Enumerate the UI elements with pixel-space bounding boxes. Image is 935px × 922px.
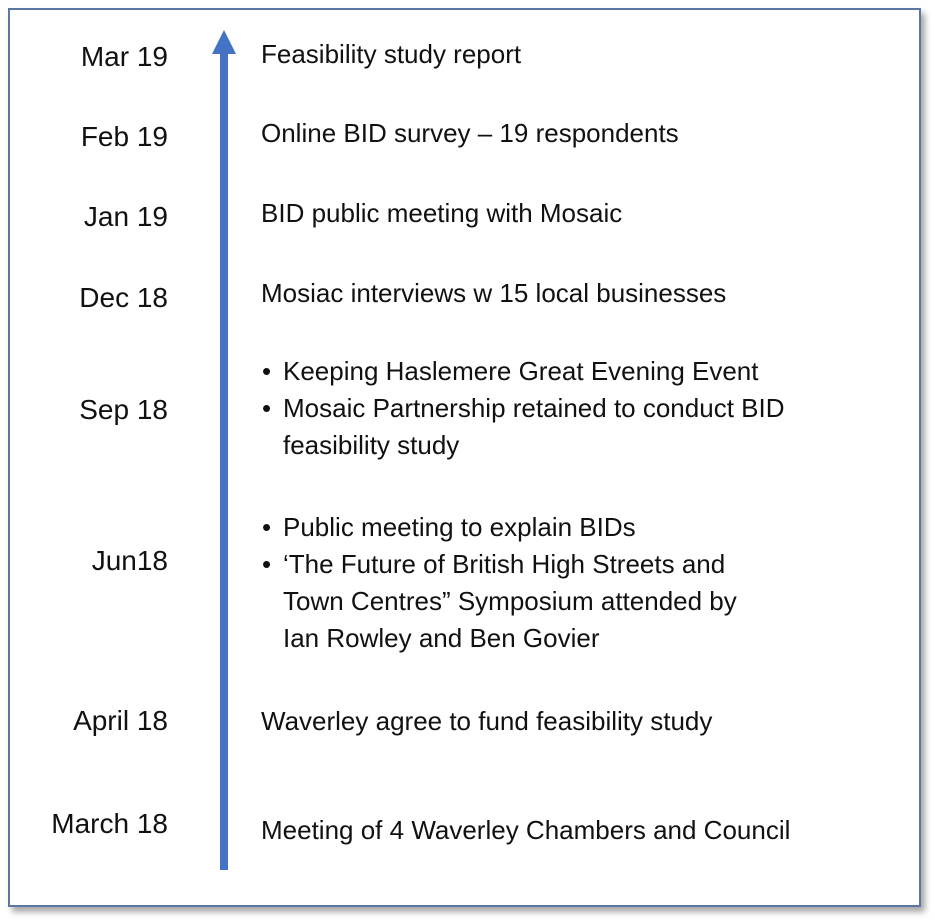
bullet-line: Mosaic Partnership retained to conduct BID: [283, 393, 785, 423]
event-text: BID public meeting with Mosaic: [261, 198, 623, 228]
date-label: Sep 18: [79, 394, 168, 425]
bullet-line: Ian Rowley and Ben Govier: [283, 623, 600, 653]
event-text: Waverley agree to fund feasibility study: [261, 706, 713, 736]
date-label: Dec 18: [79, 282, 168, 313]
event-bullet: [261, 353, 784, 390]
timeline-arrow: [212, 30, 236, 870]
event-bullet: [261, 546, 737, 657]
bullet-dot: •: [262, 356, 272, 386]
date-label: Feb 19: [80, 121, 168, 152]
event-bullet-list: [261, 509, 737, 657]
event-bullet-list: [261, 353, 784, 464]
event-bullet: [261, 390, 784, 464]
date-label: Mar 19: [80, 41, 168, 72]
bullet-line: feasibility study: [283, 430, 460, 460]
event-text: Mosiac interviews w 15 local businesses: [261, 278, 727, 308]
event-text: Meeting of 4 Waverley Chambers and Council: [261, 815, 791, 845]
bullet-dot: •: [262, 549, 272, 579]
bullet-line: Town Centres” Symposium attended by: [283, 586, 737, 616]
event-bullet: [261, 509, 737, 546]
date-label: April 18: [73, 705, 168, 736]
bullet-line: Keeping Haslemere Great Evening Event: [283, 356, 759, 386]
event-text: Feasibility study report: [261, 39, 522, 69]
event-text: Online BID survey – 19 respondents: [261, 118, 679, 148]
bullet-dot: •: [262, 393, 272, 423]
timeline-frame: [8, 8, 921, 907]
date-label: March 18: [51, 808, 168, 839]
date-label: Jan 19: [83, 201, 168, 232]
date-label: Jun18: [91, 545, 168, 576]
bullet-line: Public meeting to explain BIDs: [283, 512, 636, 542]
bullet-dot: •: [262, 512, 272, 542]
bullet-line: ‘The Future of British High Streets and: [283, 549, 726, 579]
